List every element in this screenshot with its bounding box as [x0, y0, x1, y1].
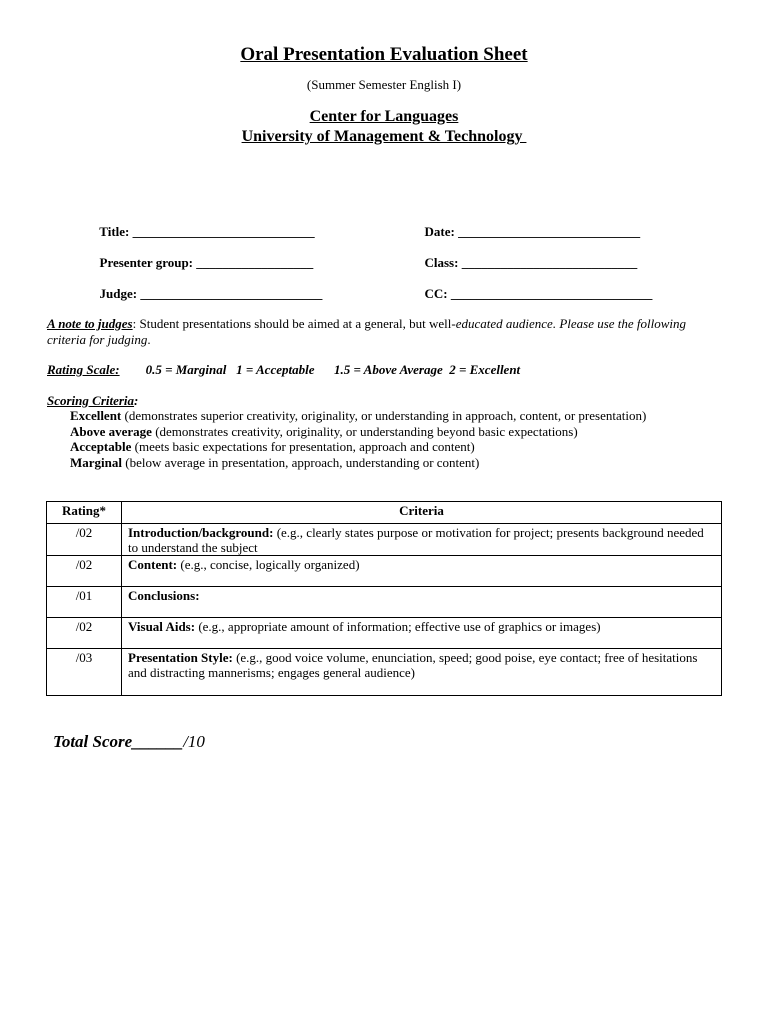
cc-label: CC: — [424, 286, 448, 301]
total-score — [53, 732, 205, 752]
criteria-column-header: Criteria — [122, 502, 722, 524]
class-field[interactable] — [418, 239, 637, 271]
criteria-cell: Presentation Style: (e.g., good voice volume, enunciation, speed; good poise, eye contact; free of hesitations and distracting mannerisms; engages general audience) — [122, 649, 722, 696]
note-text-1: : Student presentations should be aimed at a general, but well- — [132, 316, 456, 331]
scoring-criteria-heading: Scoring Criteria: — [47, 393, 139, 408]
table-row — [47, 618, 722, 649]
rating-scale-label: Rating Scale: — [47, 362, 120, 377]
date-field[interactable] — [418, 208, 640, 240]
rating-cell[interactable]: /01 — [47, 587, 122, 618]
note-text-3: . Please use the following criteria for judging — [47, 316, 687, 347]
page-subtitle: (Summer Semester English I) — [306, 77, 462, 92]
criteria-cell: Conclusions: — [122, 587, 722, 618]
criteria-cell: Introduction/background: (e.g., clearly states purpose or motivation for project; presents background needed to understand the subject — [122, 524, 722, 556]
presenter-group-label: Presenter group: — [99, 255, 194, 270]
note-text-2: educated audience — [455, 316, 553, 331]
cc-field[interactable] — [418, 270, 652, 302]
criteria-item-acceptable: Acceptable (meets basic expectations for presentation, approach and content) — [70, 439, 475, 454]
rating-cell[interactable]: /02 — [47, 618, 122, 649]
presenter-group-field[interactable] — [93, 239, 313, 271]
rating-excellent: 2 = Excellent — [449, 362, 521, 377]
table-header-row — [47, 502, 722, 524]
criteria-item-marginal: Marginal (below average in presentation, approach, understanding or content) — [70, 454, 480, 470]
criteria-cell: Visual Aids: (e.g., appropriate amount of information; effective use of graphics or images) — [122, 618, 722, 649]
total-score-blank[interactable]: ______ — [132, 732, 184, 751]
scoring-criteria-list — [70, 408, 646, 470]
total-score-label: Total Score — [53, 732, 133, 751]
judge-field[interactable] — [93, 270, 322, 302]
date-label: Date: — [424, 224, 455, 239]
note-to-judges — [47, 316, 727, 347]
total-score-max: /10 — [183, 732, 205, 751]
rating-acceptable: 1 = Acceptable — [236, 362, 315, 377]
rating-column-header: Rating* — [47, 502, 122, 524]
rating-marginal: 0.5 = Marginal — [145, 362, 227, 377]
rating-cell[interactable]: /03 — [47, 649, 122, 696]
note-text-4: . — [147, 331, 151, 347]
table-row — [47, 556, 722, 587]
judge-blank[interactable]: ____________________________ — [140, 286, 323, 301]
cc-blank[interactable]: _______________________________ — [450, 286, 653, 301]
rating-scale — [47, 362, 520, 378]
criteria-item-above-average: Above average (demonstrates creativity, originality, or understanding beyond basic expectations) — [70, 423, 578, 439]
university-name: University of Management & Technology — [241, 128, 527, 145]
class-blank[interactable]: ___________________________ — [461, 255, 638, 270]
title-field[interactable] — [93, 208, 315, 240]
table-row — [47, 524, 722, 556]
rubric-table — [46, 501, 722, 696]
rating-above-average: 1.5 = Above Average — [333, 362, 443, 377]
presenter-group-blank[interactable]: __________________ — [196, 255, 314, 270]
criteria-item-excellent: Excellent (demonstrates superior creativity, originality, or understanding in approach, content, or presentation) — [70, 408, 647, 423]
rating-cell[interactable]: /02 — [47, 556, 122, 587]
center-name: Center for Languages — [309, 108, 459, 125]
class-label: Class: — [424, 255, 459, 270]
date-blank[interactable]: ____________________________ — [458, 224, 641, 239]
title-label: Title: — [99, 224, 130, 239]
table-row — [47, 587, 722, 618]
judge-label: Judge: — [99, 286, 138, 301]
criteria-cell: Content: (e.g., concise, logically organized) — [122, 556, 722, 587]
rating-cell[interactable]: /02 — [47, 524, 122, 556]
title-blank[interactable]: ____________________________ — [132, 224, 315, 239]
note-label: A note to judges — [47, 316, 133, 331]
page-title: Oral Presentation Evaluation Sheet — [240, 44, 528, 65]
table-row — [47, 649, 722, 696]
